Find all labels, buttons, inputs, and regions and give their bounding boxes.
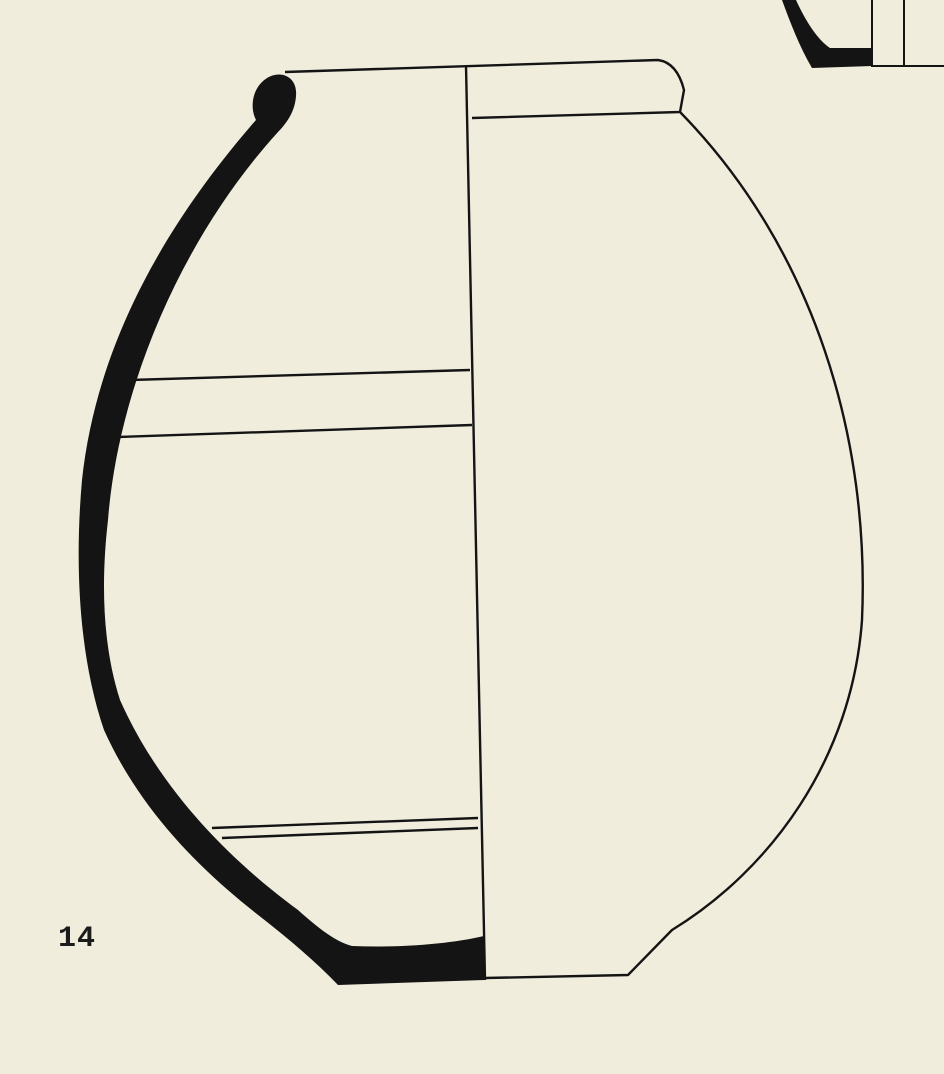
vessel-interior-bands [118, 370, 478, 838]
lower-band-top [212, 818, 478, 828]
exterior-rim-top-line [285, 60, 684, 118]
exterior-body-profile [485, 112, 863, 978]
vessel-center-axis [466, 66, 485, 980]
upper-band-top [130, 370, 470, 380]
neighbor-vessel-outline [872, 0, 944, 66]
neighbor-vessel-section [782, 0, 872, 68]
upper-band-bottom [118, 425, 472, 437]
vessel-exterior-half [285, 60, 863, 978]
lower-band-bottom [222, 828, 478, 838]
figure-number-label: 14 [58, 922, 97, 956]
vessel-wall-section [79, 74, 484, 985]
neighbor-vessel-fragment [782, 0, 944, 68]
